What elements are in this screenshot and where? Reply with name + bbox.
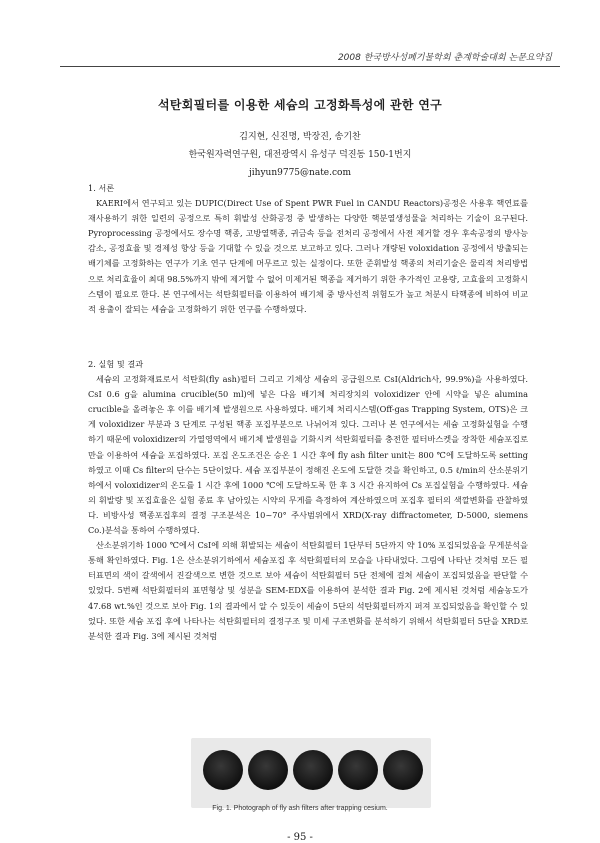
- fly-ash-filters-photo: [191, 738, 431, 808]
- fly-ash-filter-disc: [293, 750, 333, 790]
- author-block: [0, 128, 600, 182]
- figure-caption: Fig. 1. Photograph of fly ash filters after trapping cesium.: [212, 805, 388, 812]
- paper-title: 석탄회필터를 이용한 세슘의 고정화특성에 관한 연구: [157, 98, 442, 112]
- paragraph: KAERI에서 연구되고 있는 DUPIC(Direct Use of Spent PWR Fuel in CANDU Reactors)공정은 사용후 핵연료를 재사용하기 위한 일련의 공정으로 특히 휘발성 산화공정 중 발생하는 다양한 핵분열생성물을 처리하는 기술이 요구된다. Pyroprocessing 공정에서도 장수명 핵종, 고방열핵종, 귀금속 등을 전처리 공정에서 사전 제거할 경우 후속공정의 방사능 감소, 공정효율 및 경제성 향상 등을 기대할 수 있을 것으로 보고하고 있다. 그러나 개량된 voloxidation 공정에서 방출되는 배기체를 고정화하는 연구가 기초 연구 단계에 머무르고 있는 실정이다. 또한 준휘발성 핵종의 처리기술은 물리적 처리방법으로 처리효율이 최대 98.5%까지 밖에 제거할 수 없어 미제거된 핵종을 제거하기 위한 추가적인 고용량, 고효율의 고정화시스템이 필요로 한다. 본 연구에서는 석탄회필터를 이용하여 배기체 중 방사선적 위험도가 높고 처분시 타핵종에 비하여 비교적 용출이 잘되는 세슘을 고정화하기 위한 연구를 수행하였다.: [88, 198, 528, 314]
- section-heading: 2. 실험 및 결과: [88, 359, 144, 369]
- page-number: - 95 -: [287, 832, 313, 843]
- running-head: 2008 한국방사성폐기물학회 춘계학술대회 논문요약집: [337, 53, 552, 63]
- paragraph: 산소분위기하 1000 ℃에서 CsI에 의해 휘발되는 세슘이 석탄회필터 1단부터 5단까지 약 10% 포집되었음을 무게분석을 통해 확인하였다. Fig. 1은 산소분위기하에서 세슘포집 후 석탄회필터의 모습을 나타내었다. 그림에 나타난 것처럼 모든 필터표면의 색이 갈색에서 진갈색으로 변한 것으로 보아 세슘이 석탄회필터 5단 전체에 걸쳐 세슘이 포집되었음을 판단할 수 있었다. 5번째 석탄회필터의 표면형상 및 성분을 SEM-EDX를 이용하여 분석한 결과 Fig. 2에 제시된 것처럼 세슘농도가 47.68 wt.%인 것으로 보아 Fig. 1의 결과에서 알 수 있듯이 세슘이 5단의 석탄회필터까지 퍼져 포집되었음을 확인할 수 있었다. 또한 세슘 포집 후에 나타나는 석탄회필터의 결정구조 및 미세 구조변화를 분석하기 위해서 석탄회필터 5단을 XRD로 분석한 결과 Fig. 3에 제시된 것처럼: [88, 540, 528, 641]
- fly-ash-filter-disc: [248, 750, 288, 790]
- paragraph: 세슘의 고정화재료로서 석탄회(fly ash)필터 그리고 기체상 세슘의 공급원으로 CsI(Aldrich사, 99.9%)을 사용하였다. CsI 0.6 g을 alumina crucible(50 ml)에 넣은 다음 배기체 처리장치의 voloxidizer 안에 시약을 넣은 alumina crucible을 올려놓은 후 이를 배기체 발생원으로 사용하였다. 배기체 처리시스템(Off-gas Trapping System, OTS)은 크게 voloxidizer 부분과 3 단계로 구성된 핵종 포집부분으로 나뉘어져 있다. 그러나 본 연구에서는 세슘 고정화실험을 수행하기 때문에 voloxidizer의 가열영역에서 배기체 발생원을 기화시켜 석탄회필터를 충전한 필터바스켓을 장착한 세슘포집로만을 이용하여 세슘을 포집하였다. 포집 온도조건은 승온 1 시간 후에 fly ash filter unit는 800 ℃에 도달하도록 setting하였고 이때 Cs filter의 단수는 5단이었다. 세슘 포집부분이 정해진 온도에 도달한 것을 확인하고, 0.5 ℓ/min의 산소분위기하에서 voloxidizer의 온도를 1 시간 후에 1000 ℃에 도달하도록 한 후 3 시간 유지하여 Cs 포집실험을 수행하였다. 세슘의 휘발량 및 포집효율은 실험 종료 후 남아있는 시약의 무게를 측정하여 계산하였으며 포집후 필터의 색깔변화를 관찰하였다. 비방사성 핵종포집후의 결정 구조분석은 10~70° 주사범위에서 XRD(X-ray diffractometer, D-5000, siemens Co.)분석을 통하여 수행하였다.: [88, 374, 528, 536]
- author-email: jihyun9775@nate.com: [248, 168, 351, 178]
- author-affiliation: 한국원자력연구원, 대전광역시 유성구 덕진동 150-1번지: [188, 150, 412, 160]
- fly-ash-filter-disc: [338, 750, 378, 790]
- section-heading: 1. 서론: [88, 183, 115, 193]
- fly-ash-filter-disc: [203, 750, 243, 790]
- author-names: 김지현, 신진명, 박장진, 송기찬: [239, 132, 361, 142]
- section-experiment-results: [88, 357, 528, 644]
- section-introduction: [88, 181, 528, 317]
- fly-ash-filter-disc: [383, 750, 423, 790]
- header-rule: [60, 66, 560, 67]
